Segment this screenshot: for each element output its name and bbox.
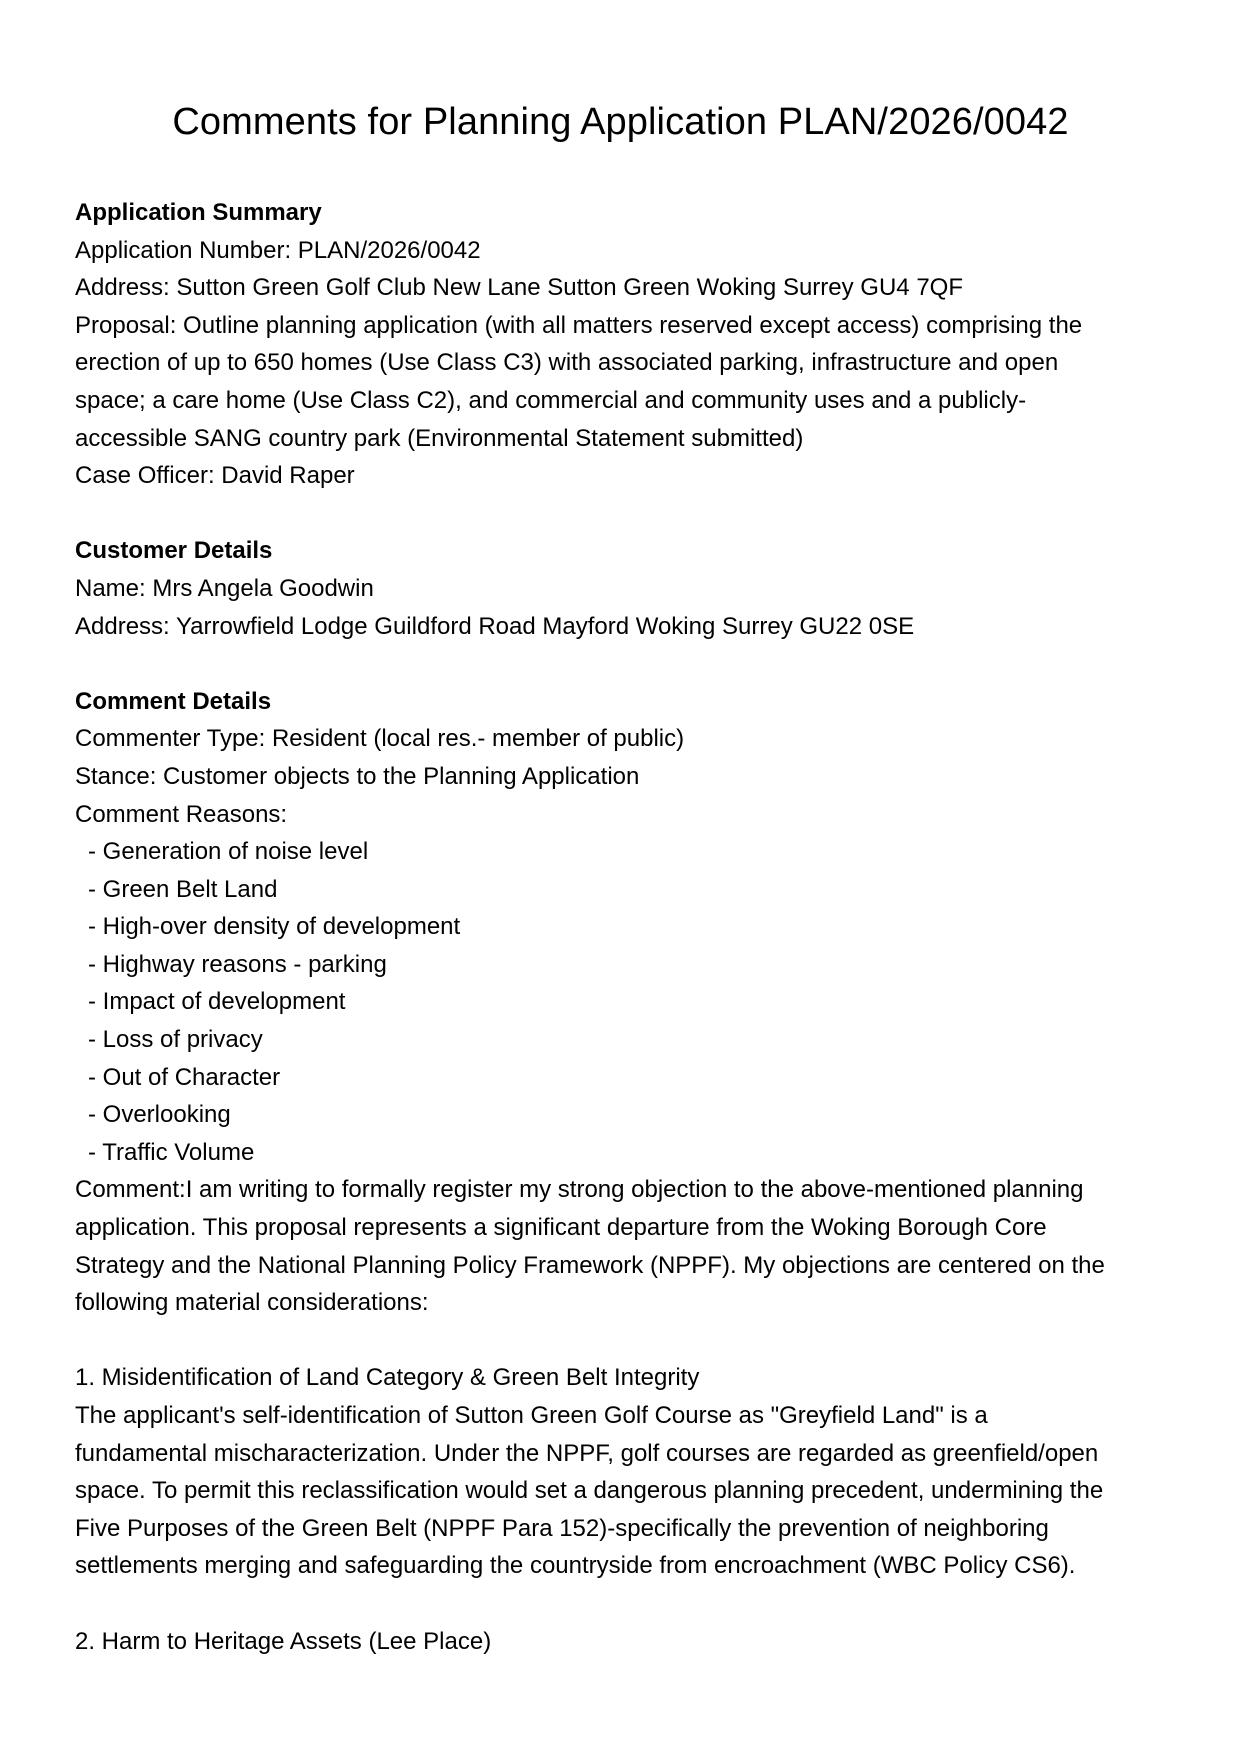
comment-reason-item: - Traffic Volume xyxy=(88,1138,255,1166)
paragraph-spacer xyxy=(75,1322,1166,1360)
paragraph-spacer xyxy=(75,1585,1166,1623)
proposal-line: Proposal: Outline planning application (with all matters reserved except access) comprising the xyxy=(75,311,1083,339)
customer-details-section xyxy=(75,532,1166,645)
customer-details-heading: Customer Details xyxy=(75,537,273,565)
comment-reason-item: - High-over density of development xyxy=(88,913,461,941)
comment-reason-item: - Out of Character xyxy=(88,1063,281,1091)
comment-reason-item: - Highway reasons - parking xyxy=(88,950,387,978)
application-summary-section xyxy=(75,194,1166,495)
comment-reason-item: - Overlooking xyxy=(88,1101,231,1129)
comment-details-heading: Comment Details xyxy=(75,687,272,715)
site-address: Address: Sutton Green Golf Club New Lane Sutton Green Woking Surrey GU4 7QF xyxy=(75,274,963,302)
stance: Stance: Customer objects to the Planning Application xyxy=(75,762,640,790)
application-number: Application Number: PLAN/2026/0042 xyxy=(75,236,481,264)
comment-text-line: Strategy and the National Planning Policy Framework (NPPF). My objections are centered on the xyxy=(75,1251,1105,1279)
application-summary-heading: Application Summary xyxy=(75,199,322,226)
point-1-text-line: Five Purposes of the Green Belt (NPPF Para 152)-specifically the prevention of neighboring xyxy=(75,1514,1049,1542)
point-1-text-line: The applicant's self-identification of Sutton Green Golf Course as "Greyfield Land" is a xyxy=(75,1402,988,1429)
proposal-line: accessible SANG country park (Environmental Statement submitted) xyxy=(75,424,804,452)
page-title: Comments for Planning Application PLAN/2026/0042 xyxy=(172,101,1069,143)
commenter-type: Commenter Type: Resident (local res.- member of public) xyxy=(75,725,685,753)
comment-text-line: application. This proposal represents a significant departure from the Woking Borough Core xyxy=(75,1214,1047,1242)
point-2-heading: 2. Harm to Heritage Assets (Lee Place) xyxy=(75,1627,492,1655)
point-1-text-line: fundamental mischaracterization. Under the NPPF, golf courses are regarded as greenfield/open xyxy=(75,1439,1099,1467)
comment-text-line: following material considerations: xyxy=(75,1289,429,1317)
comment-text-line: Comment:I am writing to formally register my strong objection to the above-mentioned planning xyxy=(75,1176,1084,1204)
comment-reason-item: - Generation of noise level xyxy=(88,838,369,866)
comment-reason-item: - Impact of development xyxy=(88,988,346,1016)
point-1-heading: 1. Misidentification of Land Category & Green Belt Integrity xyxy=(75,1364,700,1392)
comment-reason-item: - Green Belt Land xyxy=(88,875,278,903)
comment-reason-item: - Loss of privacy xyxy=(88,1026,263,1054)
section-spacer xyxy=(75,645,1166,683)
case-officer: Case Officer: David Raper xyxy=(75,462,355,490)
section-spacer xyxy=(75,495,1166,533)
customer-address: Address: Yarrowfield Lodge Guildford Road Mayford Woking Surrey GU22 0SE xyxy=(75,612,915,640)
point-1-text-line: space. To permit this reclassification would set a dangerous planning precedent, undermining the xyxy=(75,1477,1104,1505)
comment-details-section xyxy=(75,683,1166,1660)
point-1-text-line: settlements merging and safeguarding the countryside from encroachment (WBC Policy CS6). xyxy=(75,1552,1076,1580)
comment-reasons-label: Comment Reasons: xyxy=(75,800,288,828)
proposal-line: erection of up to 650 homes (Use Class C3) with associated parking, infrastructure and open xyxy=(75,349,1059,377)
proposal-line: space; a care home (Use Class C2), and commercial and community uses and a publicly- xyxy=(75,386,1027,414)
customer-name: Name: Mrs Angela Goodwin xyxy=(75,574,374,602)
